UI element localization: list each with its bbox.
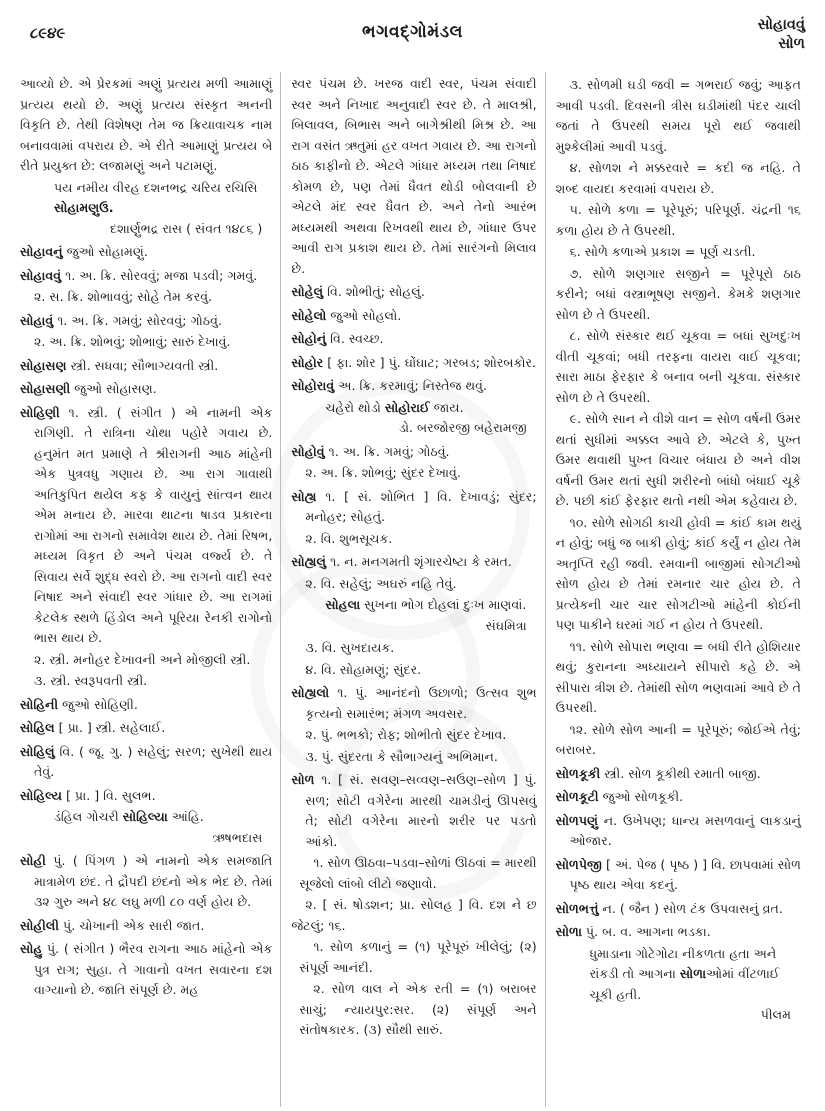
guide-words	[758, 16, 805, 54]
sense-item: ૮. સોળે સંસ્કાર થઈ ચૂકવા = બધાં સુખદુઃખ વીતી ચૂકવાં; બધી તરફના વાયરા વાઈ ચૂકવા; સારા માઠા ફેરફાર કે બનાવ બની ચૂકવા. સંસ્કાર સોળ છે તે ઉપરથી.	[555, 328, 801, 405]
dictionary-entry: સોહાવું ૧. અ. ક્રિ. ગમવું; સોરવવું; ગોઠવું.	[20, 312, 222, 328]
dictionary-entry: સોહ્યલો ૧. પું. આનંદનો ઉછાળો; ઉત્સવ શુભ કૃત્યનો સમારંભ; મંગળ અવસર.	[291, 685, 537, 721]
dictionary-entry: સોહિણી ૧. સ્ત્રી. ( સંગીત ) એ નામની એક રાગિણી. તે રાત્રિના ચોથા પહોરે ગવાય છે. હનુમંત મત પ્રમાણે તે શ્રીરાગની આઠ માંહેની એક પુત્રવધુ ગણાય છે. આ રાગ ગાવાથી અતિકુપિત થયેલ કફ કે વાયુનું સાંત્વન થાય એમ મનાય છે. મારવા થાટના ષાડવ પ્રકારના રાગોમાં આ રાગનો સમાવેશ થાય છે. તેમાં રિષભ, મધ્યમ વિકૃત છે અને પંચમ વર્જ્ય છે. તે સિવાય સર્વે શુદ્ધ સ્વરો છે. આ રાગનો વાદી સ્વર નિષાદ અને સંવાદી સ્વર ગાંધાર છે. આ રાગમાં કેટલેક સ્થળે હિંડોલ અને પૂરિયા રેનકી રાગોનો ભાસ થાય છે.	[20, 404, 273, 645]
dictionary-entry: સોહ્યલું ૧. ન. મનગમતી શૃંગારચેષ્ટા કે રમત.	[291, 554, 512, 569]
dictionary-entry: સોહુ પું. ( સંગીત ) ભૈરવ રાગના આઠ માંહેનો એક પુત્ર રાગ; સુહા. તે ગાવાનો વખત સવારના દશ વાગ્યાનો છે. જાતિ સંપૂર્ણ છે. મહ	[20, 941, 273, 997]
citation: ચહેરો થોડો સોહોરાઈ જાય.	[325, 399, 464, 415]
dictionary-entry: સોળકૂટી જુઓ સોળકૂકી.	[555, 789, 684, 804]
guide-word-first: સોહાવવું	[757, 17, 805, 33]
idiom-item: ૧. સોળ ઊઠવા–પડવા–સોળાં ઊઠવાં = મારથી સૂજેલો લાંબો લીટો જણાવો.	[299, 855, 537, 891]
dictionary-entry: સોહોર [ ફા. શોર ] પું. ઘોંઘાટ; ગરબડ; શોરબકોર.	[291, 354, 537, 370]
sense-item: ૪. વિ. સોહામણું; સુંદર.	[305, 661, 422, 677]
sense-item: ૨. અ. ક્રિ. શોભવું; શોભાવું; સારું દેખાવું.	[34, 334, 231, 349]
citation-source: ઋષભદાસ	[212, 829, 263, 845]
dictionary-entry: સોળપેજી [ અં. પેજ ( પૃષ્ઠ ) ] વિ. છાપવામાં સોળ પૃષ્ઠ થાય એવા કદનું.	[555, 856, 801, 892]
sense-item: ૨. [ સં. ષોડશન; પ્રા. સોલહ ] વિ. દશ ને છ જેટલું; ૧૬.	[291, 897, 537, 933]
dictionary-column-3	[545, 72, 809, 1107]
sense-item: ૪. સોળશ ને મક્કરવારે = કદી જ નહિ. તે શબ્દ વાયદા કરવામાં વપરાય છે.	[555, 160, 801, 196]
guide-word-last: સોળ	[778, 36, 805, 52]
continuation-text: સ્વર પંચમ છે. ખરજ વાદી સ્વર, પંચમ સંવાદી સ્વર અને નિખાદ અનુવાદી સ્વર છે. તે માલશ્રી, બિલાવલ, બિભાસ અને બાગેશ્રીથી મિશ્ર છે. આ રાગ વસંત ઋતુમાં હર વખત ગવાય છે. આ રાગનો ઠાઠ કાફીનો છે. એટલે ગાંધાર મધ્યમ તથા નિષાદ કોમળ છે, પણ તેમાં ધૈવત થોડી બોલવાની છે એટલે મંદ સ્વર ધૈવત છે. અને તેનો આરંભ મધ્યમથી અથવા રિખવથી થાય છે, ગાંધાર ઉપર આવી રાગ પ્રકાશ થાય છે. તેમાં સારંગનો મિલાવ છે.	[291, 76, 537, 276]
sense-item: ૨. વિ. શુભસૂચક.	[305, 530, 393, 546]
dictionary-entry: સોળ ૧. [ સં. સવણ–સવ્વણ–સઉણ–સોળ ] પું. સળ; સોટી વગેરેના મારથી ચામડીનું ઊપસવું તે; સોટી વગેરેના મારનો શરીર પર પડતો આંકો.	[291, 772, 537, 849]
sense-item: ૩. પું. સુંદરતા કે સૌભાગ્યનું અભિમાન.	[305, 748, 498, 764]
dictionary-entry: સોહેલો જુઓ સોહલો.	[291, 307, 402, 323]
dictionary-entry: સોહિલું વિ. ( જૂ. ગુ. ) સહેલું; સરળ; સુખેથી થાય તેવું.	[20, 743, 273, 779]
sense-item: ૧૨. સોળે સોળ આની = પૂરેપૂરું; જોઈએ તેવું; બરાબર.	[555, 721, 801, 757]
citation: પય નમીય વીરહ દશનભદ્ર ચરિય રચિસિ સોહામણુઉ.	[54, 179, 258, 215]
sense-item: ૯. સોળે સાન ને વીશે વાન = સોળ વર્ષની ઉમર થતાં સુધીમાં અક્કલ આવે છે. એટલે કે, પુખ્ત ઉમર થવાથી પુખ્ત વિચાર બંધાય છે અને વીશ વર્ષની ઉમર થતાં સુધી શરીરનો બાંધો બંધાઈ ચૂકે છે. પછી કાંઈ ફેરફાર થતો નથી એમ કહેવાય છે.	[555, 411, 801, 508]
sense-item: ૨. વિ. સહેલું; અઘરું નહિ તેવું.	[305, 575, 457, 591]
dictionary-entry: સોહાસણી જુઓ સોહાસણ.	[20, 381, 157, 396]
sense-item: ૫. સોળે કળા = પૂરેપૂરું; પરિપૂર્ણ. ચંદ્રની ૧૬ કળા હોય છે તે ઉપરથી.	[555, 202, 801, 238]
dictionary-entry: સોળા પું. બ. વ. આગના ભડકા.	[555, 924, 711, 939]
dictionary-entry: સોળભત્તું ન. ( જૈન ) સોળ ટંક ઉપવાસનું વ્રત.	[555, 900, 783, 916]
dictionary-entry: સોહીલી પું. ચોખાની એક સારી જાત.	[20, 917, 205, 933]
sense-item: ૬. સોળે કળાએ પ્રકાશ = પૂર્ણ ચડતી.	[569, 244, 756, 259]
page-header	[16, 16, 809, 68]
dictionary-entry: સોળપણું ન. ઉખેપણ; ધાન્ય મસળવાનું લાકડાનું ઓજાર.	[555, 812, 801, 848]
dictionary-column-2	[280, 72, 544, 1107]
citation: ધુમાડાના ગોટેગોટા નીકળતા હતા અને રાંકડી તો આગના સોળાઓમાં વીંટળાઈ ચૂકી હતી.	[589, 945, 780, 1002]
sense-item: ૨. સ્ત્રી. મનોહર દેખાવની અને મોજીલી સ્ત્રી.	[34, 651, 251, 667]
sense-item: ૩. સોળમી ઘડી જવી = ગભરાઈ જવું; આફત આવી પડવી. દિવસની ત્રીસ ઘડીમાંથી પંદર ચાલી જતાં તે ઉપરથી સમય પૂરો થઈ જવાથી મુશ્કેલીમાં આવી પડવું.	[555, 77, 801, 154]
text-columns	[16, 72, 809, 1107]
sense-item: ૨. પું. ભભકો; રોફ; શોભીતો સુંદર દેખાવ.	[305, 727, 507, 742]
page-title: ભગવદ્ગોમંડલ	[362, 22, 463, 42]
idiom-item: ૧. સોળ કળાનું = (૧) પૂરેપૂરું ખીલેલું; (૨) સંપૂર્ણ આનંદી.	[299, 939, 537, 975]
dictionary-column-1	[16, 72, 280, 1107]
idiom-item: ૨. સોળ વાલ ને એક રતી = (૧) બરાબર સાચું; ન્યાયપુર:સર. (૨) સંપૂર્ણ અને સંતોષકારક. (૩) સૌથી સારું.	[299, 981, 537, 1037]
dictionary-entry: સોહિની જુઓ સોહિણી.	[20, 696, 138, 712]
sense-item: ૧૧. સોળે સોપારા ભણવા = બધી રીતે હોશિયાર થવું; કુરાનના અધ્યાયને સીપારો કહે છે. એ સીપારા ત્રીશ છે. તેમાંથી સોળ ભણવામાં આવે છે તે ઉપરથી.	[555, 638, 801, 715]
dictionary-entry: સોહિલ્ય [ પ્રા. ] વિ. સુલભ.	[20, 787, 156, 803]
sense-item: ૨. સ. ક્રિ. શોભાવવું; સોહે તેમ કરવું.	[34, 289, 213, 304]
citation-source: દશાર્ણુભદ્ર રાસ ( સંવત ૧૪૮૬ )	[109, 220, 263, 236]
citation-source: પીલમ	[760, 1007, 791, 1022]
sense-item: ૩. સ્ત્રી. સ્વરૂપવતી સ્ત્રી.	[34, 673, 148, 688]
dictionary-entry: સોહાસણ સ્ત્રી. સધવા; સૌભાગ્યવતી સ્ત્રી.	[20, 357, 219, 373]
citation: ડંહિલ ગોચરી સોહિલ્યા આંહિ.	[54, 809, 204, 824]
sense-item: ૨. અ. ક્રિ. શોભવું; સુંદર દેખાવું.	[305, 465, 461, 480]
dictionary-entry: સોહેલું વિ. શોભીતું; સોહલું.	[291, 284, 425, 299]
dictionary-entry: સોહ્ય ૧. [ સં. શોભિત ] વિ. દેખાવડું; સુંદર; મનોહર; સોહતું.	[291, 488, 537, 524]
continuation-text: આવ્યો છે. એ પ્રેરકમાં અણું પ્રત્યય મળી આમાણું પ્રત્યય થયો છે. અણું પ્રત્યય સંસ્કૃત અનની વિકૃતિ છે. તેથી વિશેષણ તેમ જ ક્રિયાવાચક નામ બનાવવામાં વપરાય છે. એ રીતે આમાણું પ્રત્યય બે રીતે પ્રયુક્ત છે: લજામણું અને પટામણું.	[20, 76, 273, 173]
dictionary-entry: સોળકૂકી સ્ત્રી. સોળ કૂકીથી રમાતી બાજી.	[555, 765, 761, 781]
dictionary-entry: સોહાવનું જુઓ સોહામણું.	[20, 244, 148, 259]
dictionary-entry: સોહિલ [ પ્રા. ] સ્ત્રી. સહેલાઈ.	[20, 720, 166, 735]
dictionary-entry: સોહોરાવું અ. ક્રિ. કરમાવું; નિસ્તેજ થવું.	[291, 378, 487, 393]
citation: સોહલા સુખના ભોગ દોહલાં દુઃખ માણવાં.	[325, 597, 527, 612]
sense-item: ૩. વિ. સુખદાયક.	[305, 640, 395, 655]
citation-source: ડો. બરજોરજી બહેરામજી	[398, 420, 527, 435]
citation-source: સંઘમિત્રા	[485, 617, 527, 633]
dictionary-entry: સોહાવવું ૧. અ. ક્રિ. સોરવવું; મજા પડવી; ગમવું.	[20, 267, 258, 283]
dictionary-entry: સોહોનું વિ. સ્વચ્છ.	[291, 331, 384, 346]
dictionary-entry: સોહી પું. ( પિંગળ ) એ નામનો એક સમજાતિ માત્રામેળ છંદ. તે દ્રૌપદી છંદનો એક ભેદ છે. તેમાં ૩૨ ગુરુ અને ૪૮ લઘુ મળી ૮૦ વર્ણ હોય છે.	[20, 853, 273, 909]
sense-item: ૧૦. સોળે સોગઠી કાચી હોવી = કાંઈ કામ થયું ન હોવું; બધું જ બાકી હોવું; કાંઈ કર્યું ન હોય તેમ અતૃપ્તિ રહી જવી. રમવાની બાજીમાં સોગટીઓ સોળ હોય છે તેમાં રમનાર ચાર હોય છે. તે પ્રત્યેકની ચાર ચાર સોગટીઓ માંહેની કોઈની પણ પાકીને ઘરમાં ગઈ ન હોય તે ઉપરથી.	[555, 514, 801, 632]
dictionary-entry: સોહોવું ૧. અ. ક્રિ. ગમવું; ગોઠવું.	[291, 443, 450, 459]
page-number: ૮૯૪૯	[29, 24, 67, 42]
sense-item: ૭. સોળે શણગાર સજીને = પૂરેપૂરો ઠાઠ કરીને; બધાં વસ્ત્રાભૂષણ સજીને. કેમકે શણગાર સોળ છે તે ઉપરથી.	[555, 265, 801, 322]
